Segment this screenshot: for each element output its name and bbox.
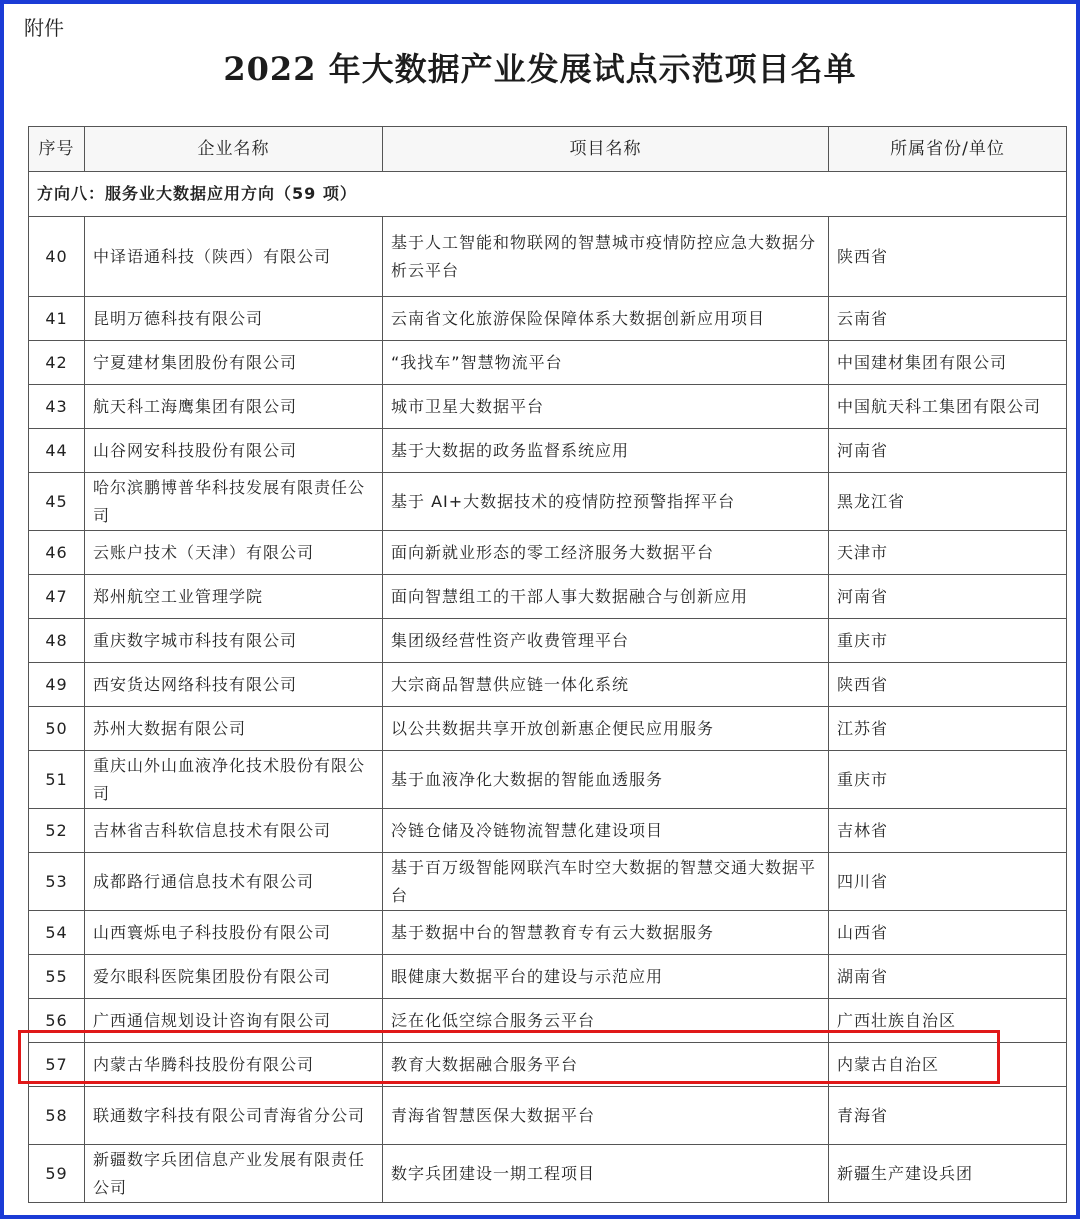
province-unit: 山西省 — [829, 911, 1067, 955]
col-header-project: 项目名称 — [383, 127, 829, 172]
project-name: 基于百万级智能网联汽车时空大数据的智慧交通大数据平台 — [383, 853, 829, 911]
section-row — [29, 172, 1067, 217]
province-unit: 河南省 — [829, 429, 1067, 473]
table-row — [29, 473, 1067, 531]
table-row — [29, 341, 1067, 385]
project-name: 云南省文化旅游保险保障体系大数据创新应用项目 — [383, 297, 829, 341]
project-name: 教育大数据融合服务平台 — [383, 1043, 829, 1087]
project-name: 眼健康大数据平台的建设与示范应用 — [383, 955, 829, 999]
row-number: 46 — [29, 531, 85, 575]
province-unit: 中国航天科工集团有限公司 — [829, 385, 1067, 429]
table-row — [29, 575, 1067, 619]
province-unit: 重庆市 — [829, 619, 1067, 663]
row-number: 51 — [29, 751, 85, 809]
company-name: 重庆山外山血液净化技术股份有限公司 — [85, 751, 383, 809]
project-name: 基于 AI+大数据技术的疫情防控预警指挥平台 — [383, 473, 829, 531]
company-name: 中译语通科技（陕西）有限公司 — [85, 217, 383, 297]
province-unit: 吉林省 — [829, 809, 1067, 853]
row-number: 54 — [29, 911, 85, 955]
table-row — [29, 429, 1067, 473]
table-row — [29, 1087, 1067, 1145]
project-name: 基于大数据的政务监督系统应用 — [383, 429, 829, 473]
province-unit: 广西壮族自治区 — [829, 999, 1067, 1043]
col-header-company: 企业名称 — [85, 127, 383, 172]
row-number: 40 — [29, 217, 85, 297]
company-name: 山谷网安科技股份有限公司 — [85, 429, 383, 473]
row-number: 50 — [29, 707, 85, 751]
project-name: 城市卫星大数据平台 — [383, 385, 829, 429]
company-name: 广西通信规划设计咨询有限公司 — [85, 999, 383, 1043]
province-unit: 天津市 — [829, 531, 1067, 575]
row-number: 56 — [29, 999, 85, 1043]
table-row — [29, 385, 1067, 429]
row-number: 45 — [29, 473, 85, 531]
table-row — [29, 663, 1067, 707]
row-number: 44 — [29, 429, 85, 473]
project-name: 以公共数据共享开放创新惠企便民应用服务 — [383, 707, 829, 751]
company-name: 航天科工海鹰集团有限公司 — [85, 385, 383, 429]
company-name: 昆明万德科技有限公司 — [85, 297, 383, 341]
page-title: 2022 年大数据产业发展试点示范项目名单 — [223, 50, 857, 88]
row-number: 52 — [29, 809, 85, 853]
table-row — [29, 955, 1067, 999]
project-name: 大宗商品智慧供应链一体化系统 — [383, 663, 829, 707]
company-name: 云账户技术（天津）有限公司 — [85, 531, 383, 575]
row-number: 47 — [29, 575, 85, 619]
project-name: 基于数据中台的智慧教育专有云大数据服务 — [383, 911, 829, 955]
project-name: 基于血液净化大数据的智能血透服务 — [383, 751, 829, 809]
company-name: 宁夏建材集团股份有限公司 — [85, 341, 383, 385]
company-name: 成都路行通信息技术有限公司 — [85, 853, 383, 911]
project-name: 集团级经营性资产收费管理平台 — [383, 619, 829, 663]
project-name: 数字兵团建设一期工程项目 — [383, 1145, 829, 1203]
attachment-label: 附件 — [24, 16, 64, 40]
province-unit: 陕西省 — [829, 663, 1067, 707]
province-unit: 内蒙古自治区 — [829, 1043, 1067, 1087]
table-row — [29, 751, 1067, 809]
company-name: 内蒙古华腾科技股份有限公司 — [85, 1043, 383, 1087]
company-name: 西安货达网络科技有限公司 — [85, 663, 383, 707]
province-unit: 青海省 — [829, 1087, 1067, 1145]
project-name: 面向新就业形态的零工经济服务大数据平台 — [383, 531, 829, 575]
col-header-province: 所属省份/单位 — [829, 127, 1067, 172]
row-number: 59 — [29, 1145, 85, 1203]
company-name: 山西寰烁电子科技股份有限公司 — [85, 911, 383, 955]
row-number: 58 — [29, 1087, 85, 1145]
table-row — [29, 853, 1067, 911]
project-table — [28, 126, 1067, 1203]
province-unit: 河南省 — [829, 575, 1067, 619]
table-row — [29, 999, 1067, 1043]
table-row — [29, 707, 1067, 751]
company-name: 吉林省吉科软信息技术有限公司 — [85, 809, 383, 853]
company-name: 郑州航空工业管理学院 — [85, 575, 383, 619]
province-unit: 重庆市 — [829, 751, 1067, 809]
row-number: 48 — [29, 619, 85, 663]
company-name: 哈尔滨鹏博普华科技发展有限责任公司 — [85, 473, 383, 531]
table-row — [29, 217, 1067, 297]
row-number: 41 — [29, 297, 85, 341]
company-name: 新疆数字兵团信息产业发展有限责任公司 — [85, 1145, 383, 1203]
province-unit: 云南省 — [829, 297, 1067, 341]
company-name: 联通数字科技有限公司青海省分公司 — [85, 1087, 383, 1145]
table-row — [29, 911, 1067, 955]
row-number: 42 — [29, 341, 85, 385]
province-unit: 陕西省 — [829, 217, 1067, 297]
province-unit: 江苏省 — [829, 707, 1067, 751]
table-header-row — [29, 127, 1067, 172]
project-name: 泛在化低空综合服务云平台 — [383, 999, 829, 1043]
row-number: 55 — [29, 955, 85, 999]
row-number: 57 — [29, 1043, 85, 1087]
table-row — [29, 619, 1067, 663]
table-row — [29, 1145, 1067, 1203]
project-name: 基于人工智能和物联网的智慧城市疫情防控应急大数据分析云平台 — [383, 217, 829, 297]
row-number: 53 — [29, 853, 85, 911]
province-unit: 新疆生产建设兵团 — [829, 1145, 1067, 1203]
row-number: 43 — [29, 385, 85, 429]
row-number: 49 — [29, 663, 85, 707]
table-row — [29, 809, 1067, 853]
province-unit: 中国建材集团有限公司 — [829, 341, 1067, 385]
company-name: 爱尔眼科医院集团股份有限公司 — [85, 955, 383, 999]
col-header-number: 序号 — [29, 127, 85, 172]
province-unit: 黑龙江省 — [829, 473, 1067, 531]
project-name: 面向智慧组工的干部人事大数据融合与创新应用 — [383, 575, 829, 619]
project-name: 青海省智慧医保大数据平台 — [383, 1087, 829, 1145]
project-name: 冷链仓储及冷链物流智慧化建设项目 — [383, 809, 829, 853]
company-name: 苏州大数据有限公司 — [85, 707, 383, 751]
table-row — [29, 531, 1067, 575]
company-name: 重庆数字城市科技有限公司 — [85, 619, 383, 663]
province-unit: 湖南省 — [829, 955, 1067, 999]
table-row — [29, 1043, 1067, 1087]
table-row — [29, 297, 1067, 341]
province-unit: 四川省 — [829, 853, 1067, 911]
section-title: 方向八：服务业大数据应用方向（59 项） — [29, 172, 1067, 217]
project-name: “我找车”智慧物流平台 — [383, 341, 829, 385]
